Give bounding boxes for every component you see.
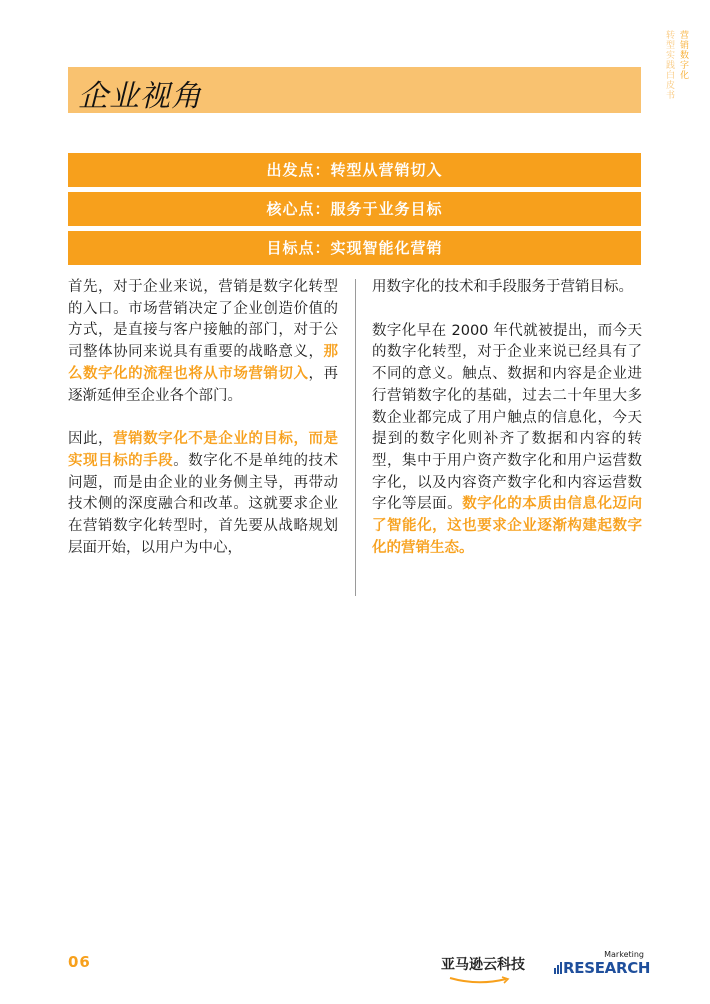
text-run: 首先，对于企业来说，营销是数字化转型的入口。市场营销决定了企业创造价值的方式，是直接与客户接触的部门，对于公司整体协同来说具有重要的战略意义， [68, 279, 338, 361]
band-starting-point: 出发点：转型从营销切入 [68, 153, 641, 187]
text-run: ，再逐渐延伸至企业各个部门。 [68, 365, 339, 404]
amazon-logo-text: 亚马逊云科技 [441, 957, 525, 973]
amazon-smile-icon [448, 976, 512, 986]
section-title: 企业视角 [78, 79, 202, 114]
highlight-text: 那么数字化的流程也将从市场营销切入 [68, 344, 338, 382]
right-column [372, 277, 642, 559]
logo-research-main [554, 959, 650, 977]
band-core-point: 核心点：服务于业务目标 [68, 192, 641, 226]
logo-research-top: Marketing [604, 950, 644, 959]
column-divider [355, 279, 356, 596]
right-paragraph-2 [372, 321, 642, 560]
marketing-research-logo [554, 950, 651, 980]
left-paragraph-1 [68, 277, 338, 407]
logo-research-word: RESEARCH [563, 959, 651, 977]
text-run: 因此， [68, 431, 114, 448]
text-run: 数字化早在 2000 年代就被提出，而今天的数字化转型，对于企业来说已经具有了不同的意义。触点、数据和内容是企业进行营销数字化的基础，过去二十年里大多数企业都完成了用户触点的信息化，今天提到的数字化则补齐了数据和内容的转型，集中于用户资产数字化和用户运营数字化，以及内容资产数字化和内容运营数字化等层面。 [372, 322, 642, 513]
highlight-text: 营销数字化不是企业的目标，而是实现目标的手段 [68, 431, 339, 469]
section-title-bar [68, 67, 641, 113]
left-column [68, 277, 338, 559]
left-paragraph-2 [68, 429, 338, 559]
text-run: 。数字化不是单纯的技术问题，而是由企业的业务侧主导，再带动技术侧的深度融合和改革。这就要求企业在营销数字化转型时，首先要从战略规划层面开始，以用户为中心， [68, 452, 339, 556]
right-paragraph-1: 用数字化的技术和手段服务于营销目标。 [372, 279, 633, 295]
side-label-primary: 营销数字化 [678, 30, 688, 80]
band-goal-point: 目标点：实现智能化营销 [68, 231, 641, 265]
page-number: 06 [68, 953, 91, 971]
highlight-text: 数字化的本质由信息化迈向了智能化，这也要求企业逐渐构建起数字化的营销生态。 [372, 496, 643, 556]
bar-chart-icon [554, 962, 562, 974]
side-label-secondary: 转型实践白皮书 [664, 30, 674, 100]
